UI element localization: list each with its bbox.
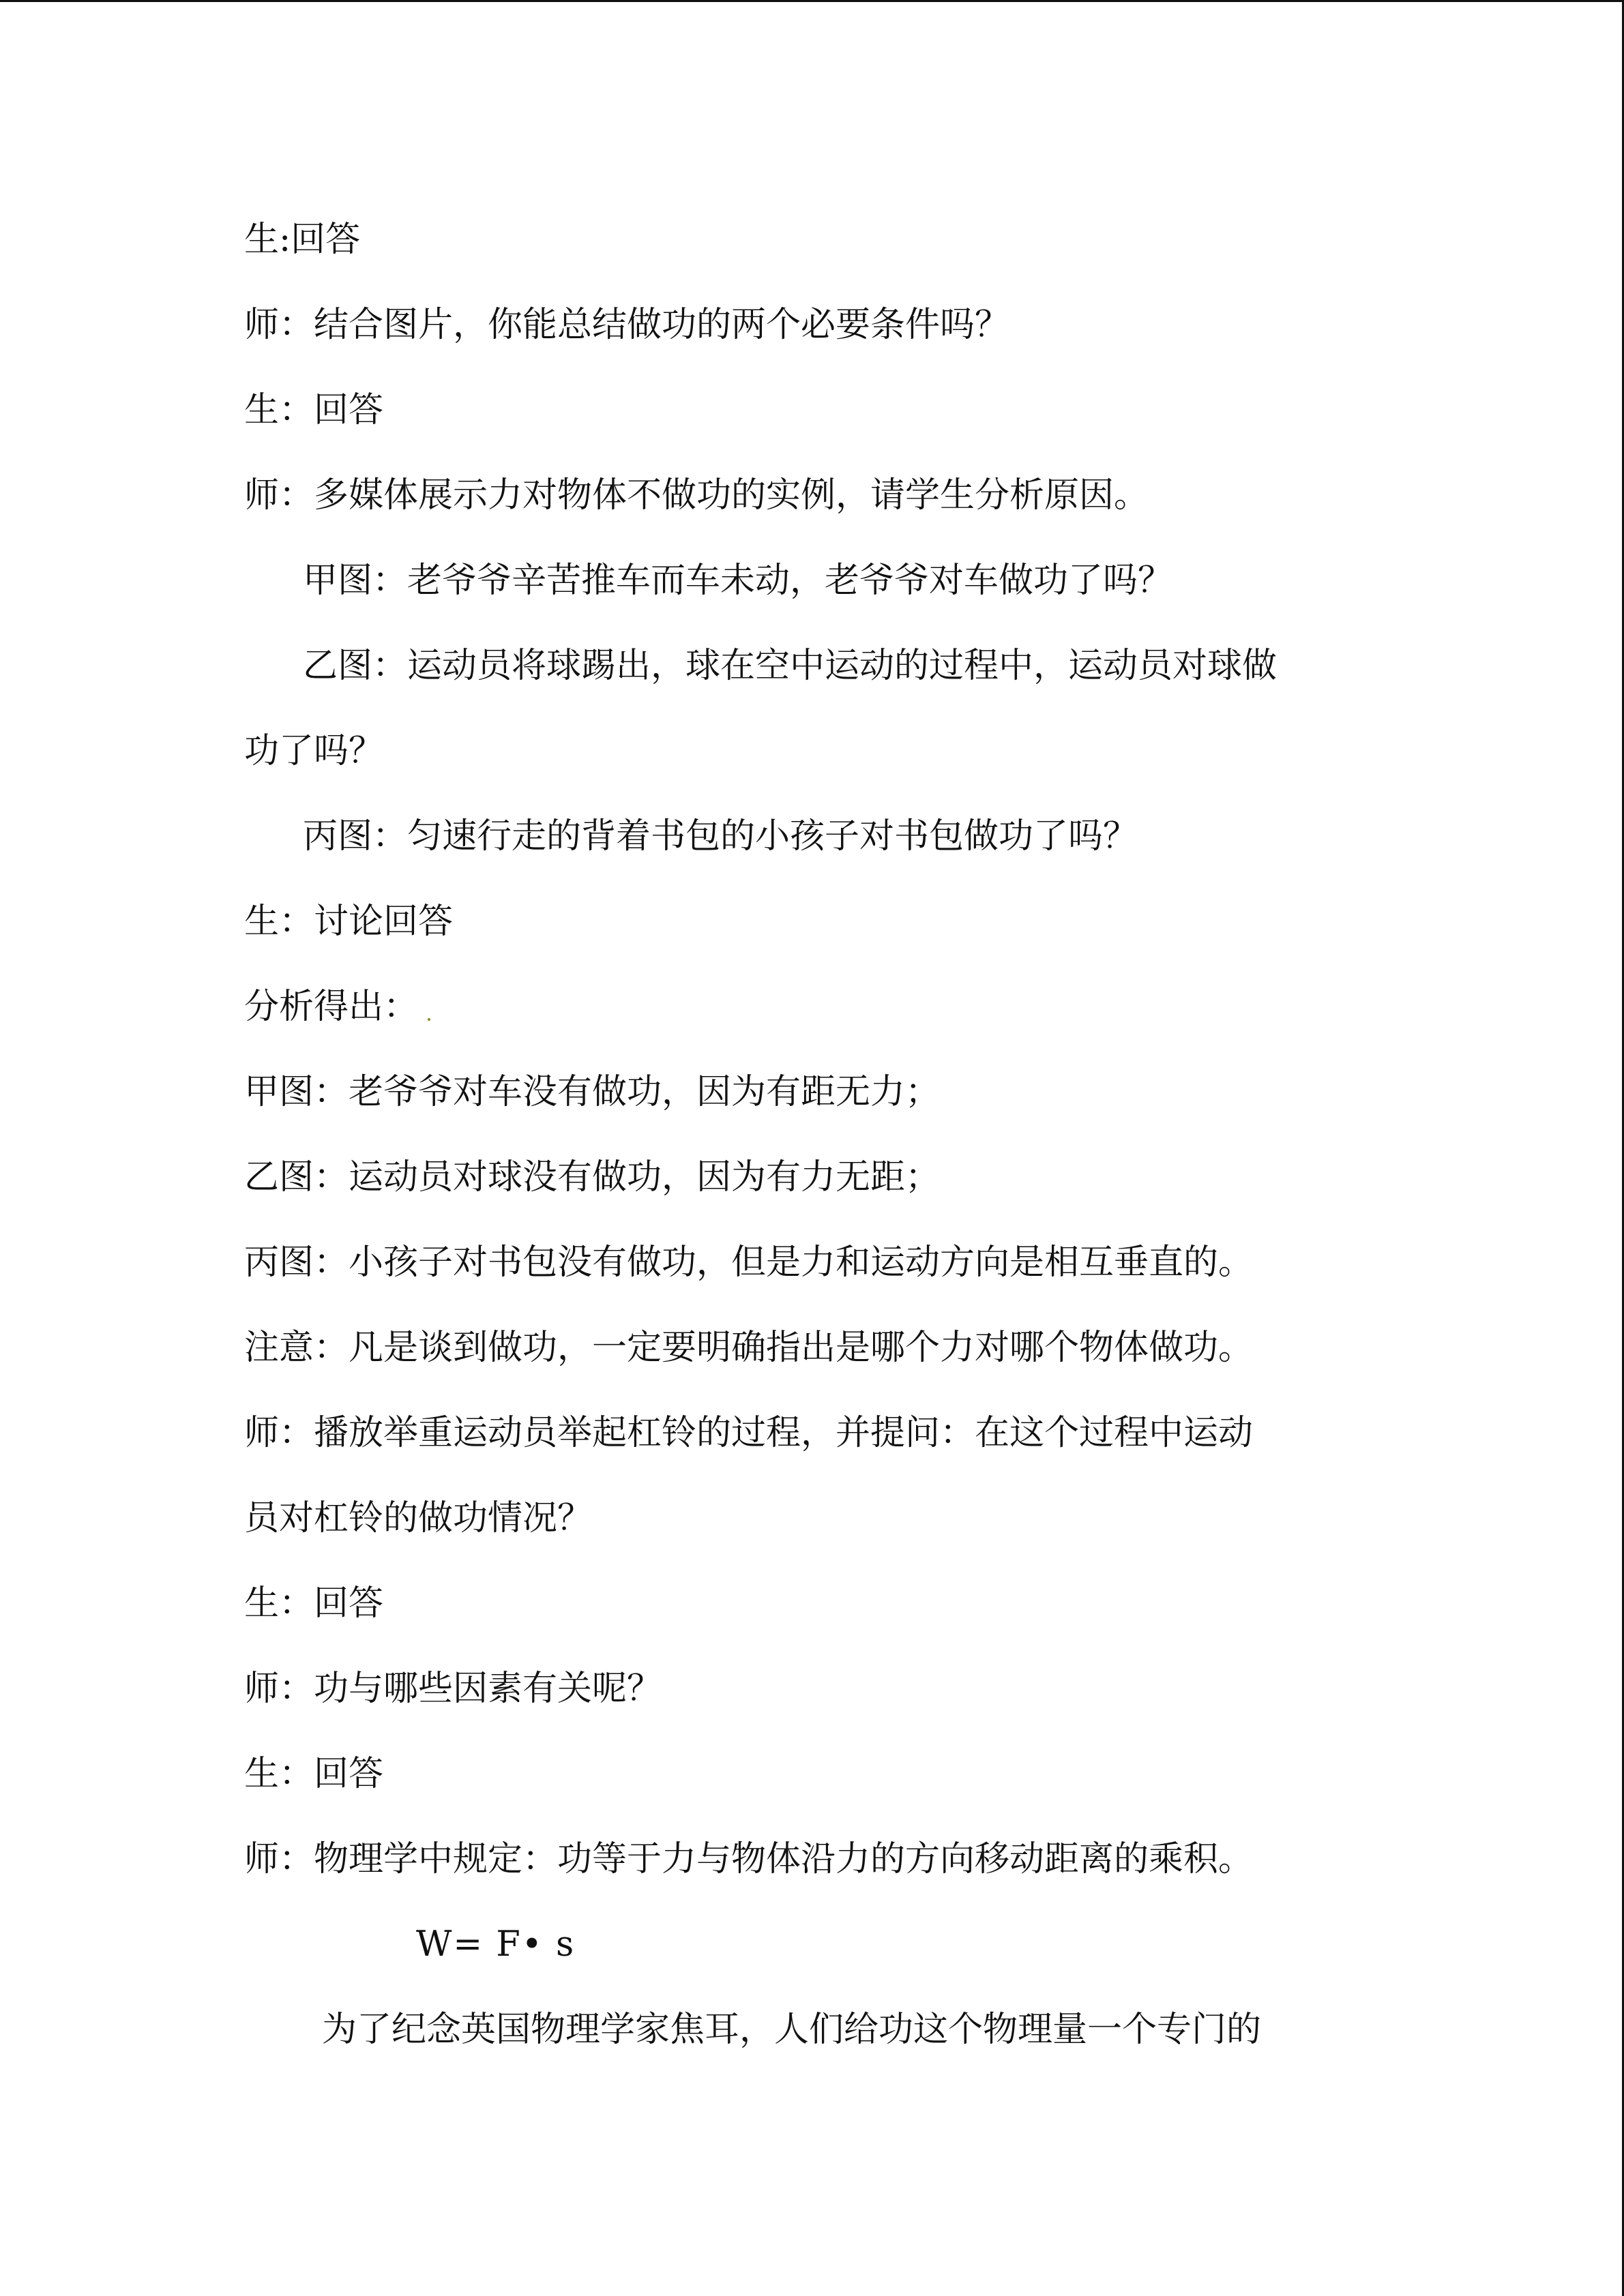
text-line-9: 生：讨论回答 bbox=[244, 901, 454, 942]
text-line-8: 丙图：匀速行走的背着书包的小孩子对书包做功了吗？ bbox=[303, 816, 1138, 856]
text-line-5: 甲图：老爷爷辛苦推车而车未动，老爷爷对车做功了吗？ bbox=[303, 561, 1173, 601]
text-line-16: 员对杠铃的做功情况？ bbox=[244, 1498, 593, 1538]
text-line-15: 师：播放举重运动员举起杠铃的过程，并提问：在这个过程中运动 bbox=[244, 1413, 1254, 1453]
text-line-2: 师：结合图片，你能总结做功的两个必要条件吗？ bbox=[244, 305, 1010, 345]
text-line-12: 乙图：运动员对球没有做功，因为有力无距； bbox=[244, 1157, 941, 1197]
text-line-13: 丙图：小孩子对书包没有做功，但是力和运动方向是相互垂直的。 bbox=[244, 1242, 1254, 1283]
text-line-22: 为了纪念英国物理学家焦耳，人们给功这个物理量一个专门的 bbox=[322, 2010, 1262, 2050]
text-line-18: 师：功与哪些因素有关呢？ bbox=[244, 1669, 662, 1709]
text-line-11: 甲图：老爷爷对车没有做功，因为有距无力； bbox=[244, 1072, 941, 1112]
text-line-3: 生：回答 bbox=[244, 390, 384, 430]
text-line-6: 乙图：运动员将球踢出，球在空中运动的过程中，运动员对球做 bbox=[303, 646, 1278, 686]
text-line-10-label: 分析得出： bbox=[244, 987, 419, 1027]
document-body bbox=[0, 2, 1622, 2296]
text-line-1: 生:回答 bbox=[244, 220, 361, 260]
text-line-19: 生：回答 bbox=[244, 1754, 384, 1794]
text-line-20: 师：物理学中规定：功等于力与物体沿力的方向移动距离的乘积。 bbox=[244, 1839, 1254, 1879]
text-line-14: 注意：凡是谈到做功，一定要明确指出是哪个力对哪个物体做功。 bbox=[244, 1328, 1254, 1368]
formula-line: W= F• s bbox=[416, 1924, 576, 1965]
stray-dot-mark bbox=[428, 1018, 430, 1021]
text-line-17: 生：回答 bbox=[244, 1583, 384, 1624]
text-line-4: 师：多媒体展示力对物体不做功的实例，请学生分析原因。 bbox=[244, 475, 1149, 516]
text-line-7: 功了吗？ bbox=[244, 731, 384, 771]
text-line-10 bbox=[244, 986, 430, 1028]
